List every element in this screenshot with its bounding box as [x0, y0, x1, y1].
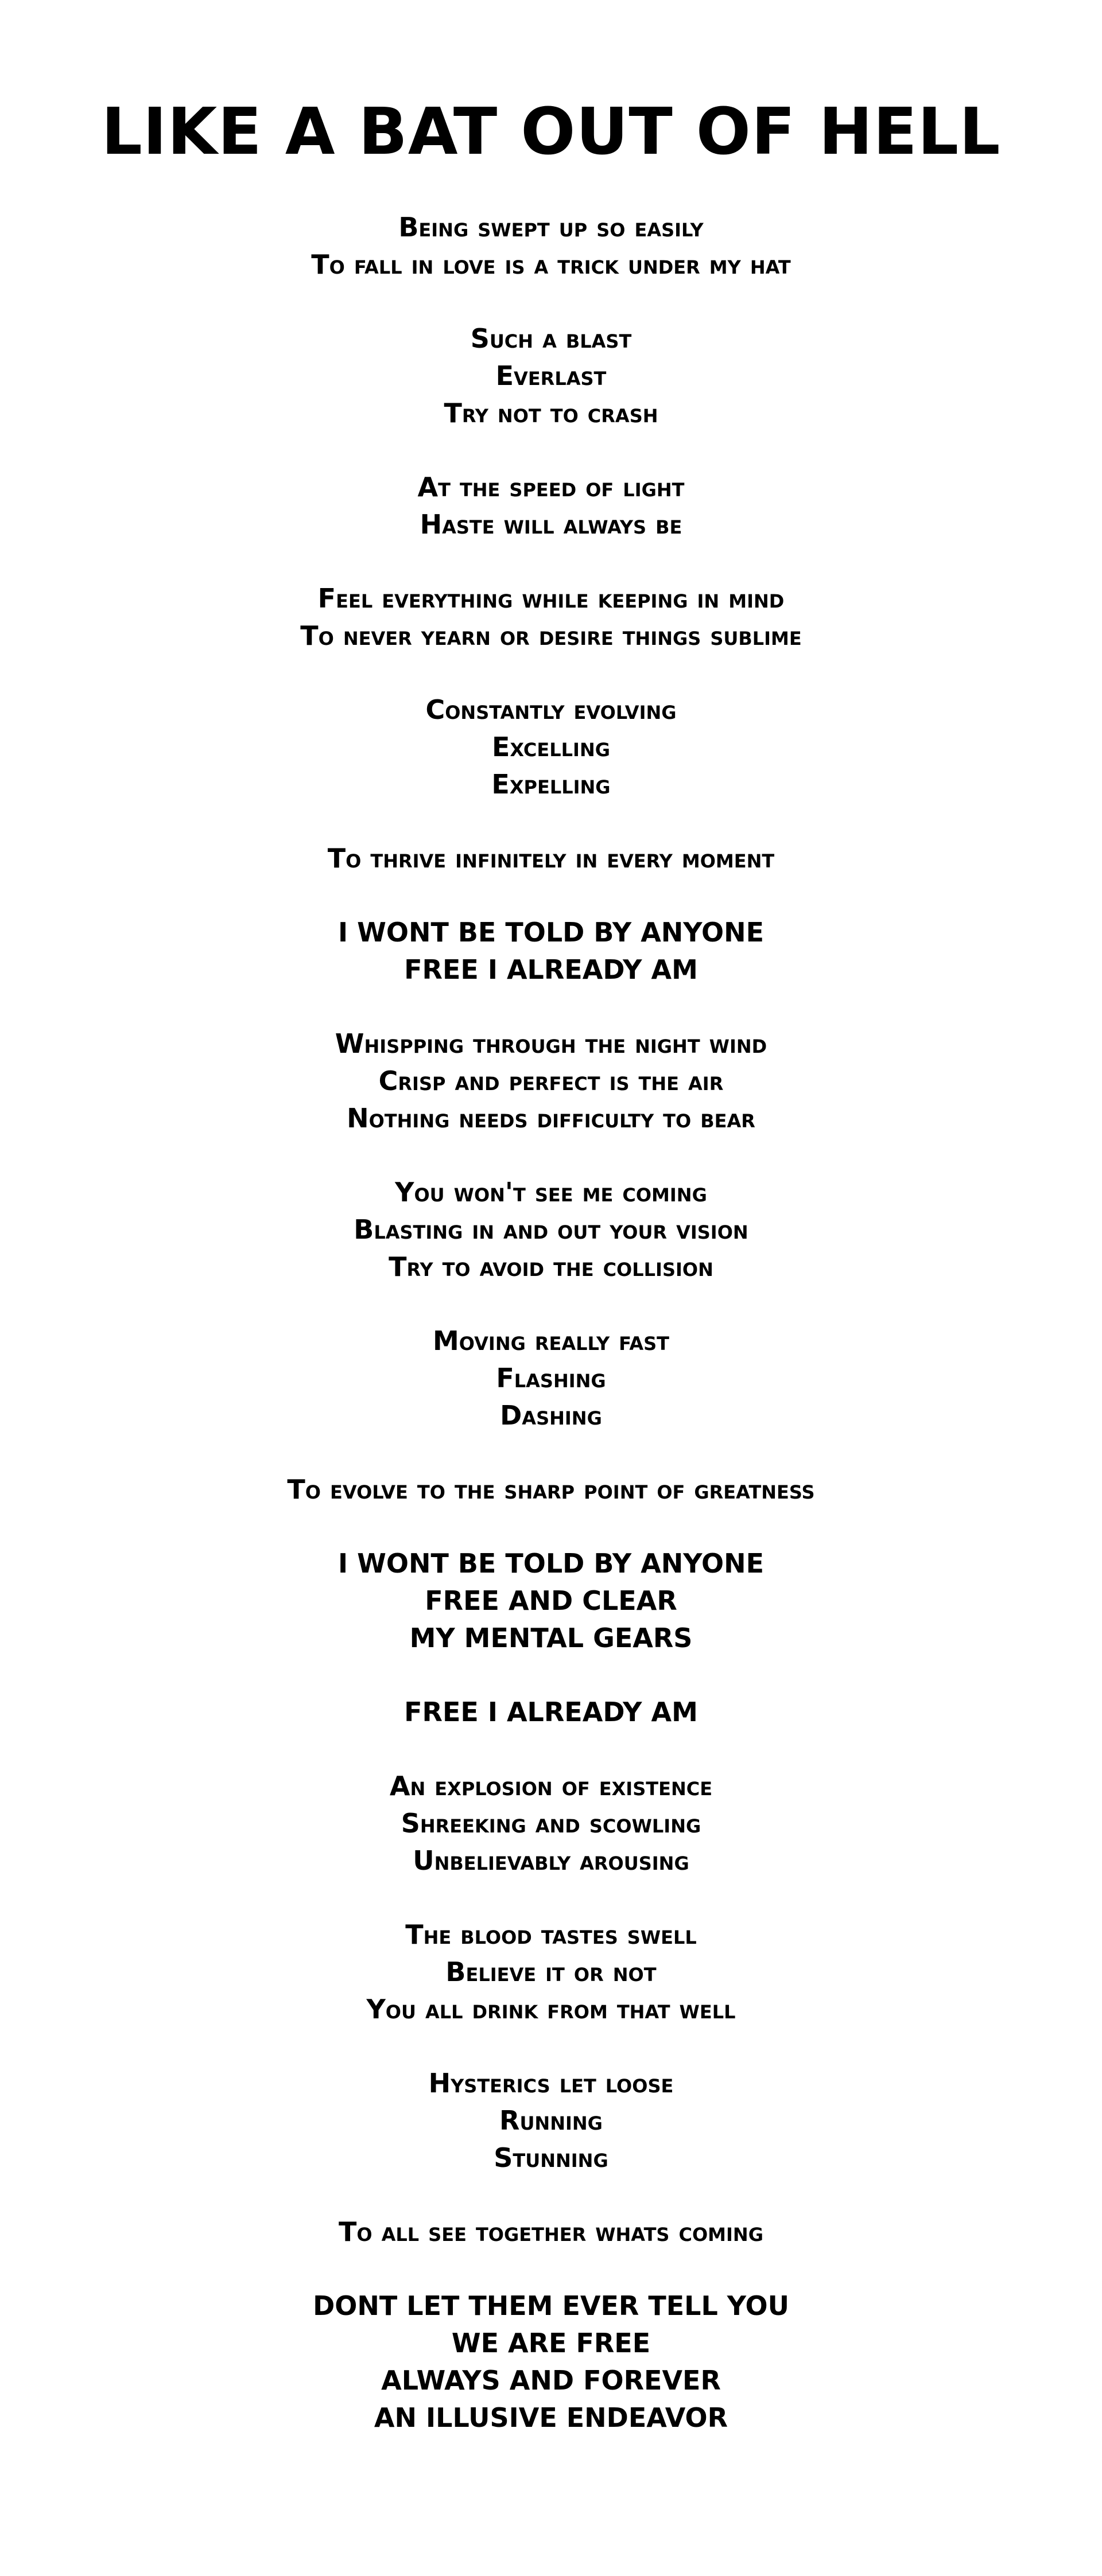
poem-line: Whispping through the night wind [335, 1028, 767, 1059]
stanza [0, 1322, 1102, 1434]
poem-line: Running [499, 2105, 603, 2136]
poem-line: You all drink from that well [366, 1994, 736, 2025]
stanza [0, 469, 1102, 543]
poem-line: Shreeking and scowling [401, 1808, 701, 1839]
poem-line: FREE I ALREADY AM [404, 954, 698, 985]
stanza [0, 1916, 1102, 2028]
poem-stanzas [0, 209, 1102, 2437]
poem-line: To thrive infinitely in every moment [327, 843, 775, 874]
poem-line: MY MENTAL GEARS [409, 1622, 693, 1653]
poem-line: The blood tastes swell [405, 1919, 697, 1950]
stanza [0, 320, 1102, 432]
stanza [0, 2065, 1102, 2177]
poem-line: Dashing [500, 1400, 602, 1431]
poem-line: Being swept up so easily [398, 212, 704, 243]
poem-line: Haste will always be [420, 509, 682, 540]
poem-line: Such a blast [470, 323, 632, 354]
poem-line: Hysterics let loose [428, 2068, 674, 2099]
poem-line: Nothing needs difficulty to bear [347, 1103, 755, 1134]
poem-line: Unbelievably arousing [413, 1845, 689, 1876]
poem-line: To all see together whats coming [339, 2216, 763, 2247]
poem-line: Feel everything while keeping in mind [317, 583, 785, 614]
poem-line: Flashing [496, 1363, 606, 1394]
poem-line: Try to avoid the collision [389, 1251, 713, 1282]
stanza [0, 840, 1102, 877]
poem-line: WE ARE FREE [451, 2328, 651, 2359]
poem-line: FREE I ALREADY AM [404, 1696, 698, 1727]
poem-line: Excelling [491, 731, 611, 762]
poem-line: An explosion of existence [389, 1770, 713, 1801]
poem-line: To evolve to the sharp point of greatness [287, 1474, 815, 1505]
poem-line: I WONT BE TOLD BY ANYONE [337, 917, 765, 948]
stanza [0, 1471, 1102, 1508]
poem-line: AN ILLUSIVE ENDEAVOR [374, 2402, 728, 2433]
stanza [0, 1174, 1102, 1286]
poem-line: Moving really fast [433, 1325, 669, 1356]
poem-line: Believe it or not [445, 1956, 657, 1987]
poem-line: ALWAYS AND FOREVER [381, 2365, 721, 2396]
poem-line: You won't see me coming [395, 1177, 707, 1208]
poem-line: Crisp and perfect is the air [378, 1065, 724, 1096]
stanza [0, 1025, 1102, 1137]
stanza [0, 691, 1102, 803]
poem-line: At the speed of light [417, 472, 685, 503]
poem-line: DONT LET THEM EVER TELL YOU [313, 2290, 789, 2321]
stanza [0, 2287, 1102, 2437]
poem-line: Blasting in and out your vision [354, 1214, 748, 1245]
poem-line: Expelling [491, 769, 611, 800]
stanza [0, 2213, 1102, 2251]
poem-line: Stunning [494, 2142, 608, 2173]
stanza [0, 209, 1102, 283]
poem-line: FREE AND CLEAR [425, 1585, 677, 1616]
stanza [0, 1694, 1102, 1731]
poem-line: Everlast [495, 360, 607, 391]
stanza [0, 1545, 1102, 1657]
poem-line: To fall in love is a trick under my hat [311, 249, 791, 280]
stanza [0, 580, 1102, 655]
poem-line: Try not to crash [444, 398, 658, 429]
poem-line: I WONT BE TOLD BY ANYONE [337, 1548, 765, 1579]
poem-line: To never yearn or desire things sublime [300, 620, 802, 651]
poem-line: Constantly evolving [425, 694, 677, 725]
stanza [0, 914, 1102, 989]
poem-title: LIKE A BAT OUT OF HELL [101, 95, 1001, 169]
stanza [0, 1768, 1102, 1880]
